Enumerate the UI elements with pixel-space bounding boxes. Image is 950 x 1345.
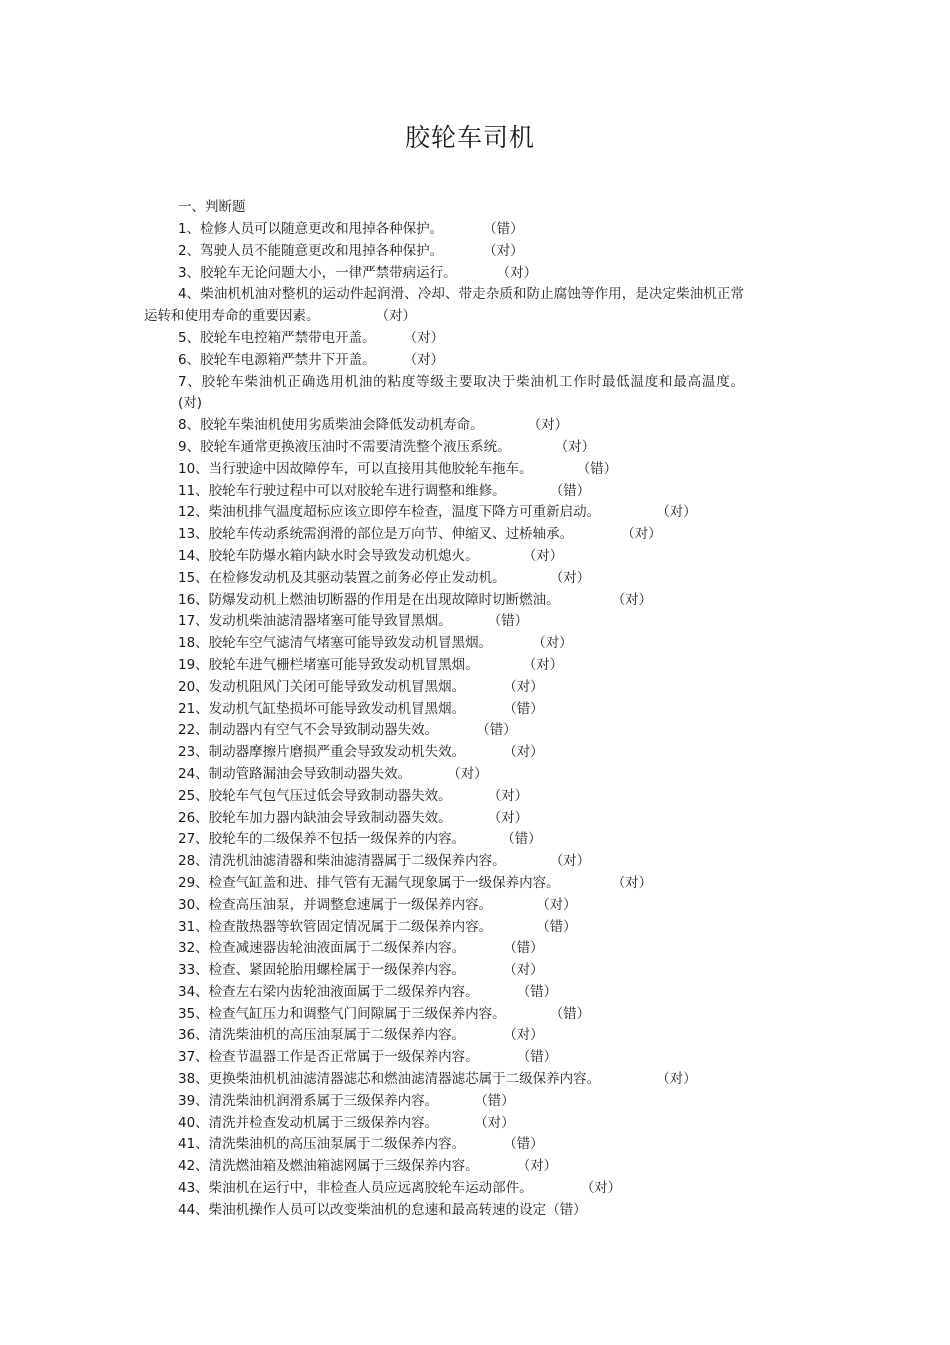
question-answer: （错） <box>474 1092 515 1109</box>
question-text: 14、胶轮车防爆水箱内缺水时会导致发动机熄火。 <box>178 547 479 564</box>
question-answer: （对） <box>554 438 596 455</box>
question-text: 33、检查、紧固轮胎用螺栓属于一级保养内容。 <box>178 962 466 979</box>
question-text: 44、柴油机操作人员可以改变柴油机的怠速和最高转速的设定 <box>178 1201 547 1218</box>
question-text: 25、胶轮车气包气压过低会导致制动器失效。 <box>178 787 452 804</box>
question-text: 40、清洗并检查发动机属于三级保养内容。 <box>178 1114 439 1131</box>
question-item <box>144 982 744 1004</box>
question-text: 36、清洗柴油机的高压油泵属于二级保养内容。 <box>178 1027 466 1044</box>
question-text: 41、清洗柴油机的高压油泵属于二级保养内容。 <box>178 1136 466 1153</box>
question-text: 17、发动机柴油滤清器堵塞可能导致冒黑烟。 <box>178 613 452 630</box>
question-item <box>144 786 744 808</box>
question-answer: （对） <box>403 329 445 346</box>
question-list <box>144 219 744 1222</box>
question-answer: （对） <box>549 853 591 870</box>
question-item <box>144 851 744 873</box>
question-answer: （对） <box>580 1180 622 1197</box>
document-title: 胶轮车司机 <box>404 123 535 152</box>
question-item <box>144 459 744 481</box>
question-answer: （错） <box>503 700 544 717</box>
question-answer: （对） <box>549 569 591 586</box>
question-item <box>144 938 744 960</box>
question-text: 38、更换柴油机机油滤清器滤芯和燃油滤清器滤芯属于二级保养内容。 <box>178 1071 601 1088</box>
question-answer: （对） <box>516 1158 558 1175</box>
question-item <box>144 1004 744 1026</box>
question-item <box>144 917 744 939</box>
question-answer: （对） <box>403 351 445 368</box>
question-answer: （对） <box>536 896 577 913</box>
question-text: 15、在检修发动机及其驱动装置之前务必停止发动机。 <box>178 569 506 586</box>
question-text: 5、胶轮车电控箱严禁带电开盖。 <box>178 329 376 346</box>
question-text: 23、制动器摩擦片磨损严重会导致发动机失效。 <box>178 744 466 761</box>
question-item <box>144 677 744 699</box>
question-item <box>144 808 744 830</box>
question-item <box>144 372 744 416</box>
question-item <box>144 1025 744 1047</box>
question-text: 6、胶轮车电源箱严禁井下开盖。 <box>178 351 376 368</box>
question-item <box>144 1134 744 1156</box>
question-text: 42、清洗燃油箱及燃油箱滤网属于三级保养内容。 <box>178 1158 479 1175</box>
question-answer: （对） <box>532 635 573 652</box>
question-item <box>144 1069 744 1091</box>
question-text: 3、胶轮车无论问题大小，一律严禁带病运行。 <box>178 264 457 281</box>
question-answer: （对） <box>527 417 569 434</box>
question-item <box>144 263 744 285</box>
question-answer: （错） <box>516 1049 558 1066</box>
question-text: 37、检查节温器工作是否正常属于一级保养内容。 <box>178 1049 479 1066</box>
question-text: 12、柴油机排气温度超标应该立即停车检查，温度下降方可重新启动。 <box>178 504 601 521</box>
question-item <box>144 502 744 524</box>
question-answer: （错） <box>576 460 618 477</box>
question-answer: （对） <box>503 962 544 979</box>
question-text: 29、检查气缸盖和进、排气管有无漏气现象属于一级保养内容。 <box>178 874 560 891</box>
question-item <box>144 219 744 241</box>
question-text: 8、胶轮车柴油机使用劣质柴油会降低发动机寿命。 <box>178 417 484 434</box>
question-item <box>144 1091 744 1113</box>
question-text: 26、胶轮车加力器内缺油会导致制动器失效。 <box>178 809 452 826</box>
question-item <box>144 1113 744 1135</box>
question-text: 16、防爆发动机上燃油切断器的作用是在出现故障时切断燃油。 <box>178 591 560 608</box>
question-answer: （对） <box>503 678 544 695</box>
question-text: 13、胶轮车传动系统需润滑的部位是万向节、伸缩叉、过桥轴承。 <box>178 526 574 543</box>
question-item <box>144 699 744 721</box>
question-answer: （对） <box>474 1114 515 1131</box>
question-text: 1、检修人员可以随意更改和甩掉各种保护。 <box>178 221 444 237</box>
question-item <box>144 611 744 633</box>
question-text: 19、胶轮车进气栅栏堵塞可能导致发动机冒黑烟。 <box>178 656 479 673</box>
question-item <box>144 1047 744 1069</box>
question-answer: （对） <box>656 1071 697 1088</box>
question-text: 30、检查高压油泵，并调整怠速属于一级保养内容。 <box>178 896 493 913</box>
question-answer: （错） <box>487 613 529 630</box>
question-answer: (对) <box>178 395 203 412</box>
question-text: 35、检查气缸压力和调整气门间隙属于三级保养内容。 <box>178 1005 506 1022</box>
question-text: 43、柴油机在运行中，非检查人员应远离胶轮车运动部件。 <box>178 1180 533 1197</box>
question-text: 31、检查散热器等软管固定情况属于二级保养内容。 <box>178 918 493 935</box>
question-answer: （错） <box>483 221 524 237</box>
question-text: 9、胶轮车通常更换液压油时不需要清洗整个液压系统。 <box>178 438 511 455</box>
question-item <box>144 895 744 917</box>
question-text: 27、胶轮车的二级保养不包括一级保养的内容。 <box>178 831 466 848</box>
question-item <box>144 720 744 742</box>
question-answer: （错） <box>503 1136 544 1153</box>
question-text: 21、发动机气缸垫损坏可能导致发动机冒黑烟。 <box>178 700 466 717</box>
question-item <box>144 742 744 764</box>
question-answer: （错） <box>501 831 542 848</box>
question-item <box>144 1200 744 1222</box>
question-text: 28、清洗机油滤清器和柴油滤清器属于二级保养内容。 <box>178 853 506 870</box>
question-text: 18、胶轮车空气滤清气堵塞可能导致发动机冒黑烟。 <box>178 635 493 652</box>
question-answer: （对） <box>447 765 488 782</box>
question-item <box>144 241 744 263</box>
question-answer: （对） <box>483 242 524 259</box>
question-answer: （对） <box>611 591 653 608</box>
question-answer: （错） <box>476 722 517 739</box>
question-text: 32、检查减速器齿轮油液面属于二级保养内容。 <box>178 940 466 957</box>
question-answer: （对） <box>487 787 529 804</box>
question-item <box>144 437 744 459</box>
question-answer: （错） <box>536 918 577 935</box>
question-text: 7、胶轮车柴油机正确选用机油的粘度等级主要取决于柴油机工作时最低温度和最高温度。 <box>178 373 744 390</box>
question-text: 11、胶轮车行驶过程中可以对胶轮车进行调整和维修。 <box>178 482 506 499</box>
question-answer: （错） <box>516 983 558 1000</box>
question-item <box>144 1156 744 1178</box>
question-text: 20、发动机阻风门关闭可能导致发动机冒黑烟。 <box>178 678 466 695</box>
question-text: 22、制动器内有空气不会导致制动器失效。 <box>178 722 439 739</box>
question-answer: （对） <box>522 547 564 564</box>
question-item <box>144 829 744 851</box>
question-item <box>144 960 744 982</box>
question-text: 34、检查左右梁内齿轮油液面属于二级保养内容。 <box>178 983 479 1000</box>
question-item <box>144 873 744 895</box>
question-item <box>144 415 744 437</box>
question-answer: （错） <box>549 482 591 499</box>
question-item <box>144 568 744 590</box>
question-answer: （错） <box>546 1201 587 1218</box>
question-item <box>144 284 744 328</box>
question-answer: （对） <box>503 1027 544 1044</box>
question-answer: （对） <box>503 744 544 761</box>
question-item <box>144 764 744 786</box>
question-item <box>144 328 744 350</box>
question-text: 24、制动管路漏油会导致制动器失效。 <box>178 765 412 782</box>
question-item <box>144 1178 744 1200</box>
section-heading: 一、判断题 <box>178 199 246 215</box>
question-text: 10、当行驶途中因故障停车，可以直接用其他胶轮车拖车。 <box>178 460 533 477</box>
question-text: 2、驾驶人员不能随意更改和甩掉各种保护。 <box>178 242 444 259</box>
question-answer: （对） <box>496 264 538 281</box>
question-answer: （对） <box>656 504 697 521</box>
question-text: 39、清洗柴油机润滑系属于三级保养内容。 <box>178 1092 439 1109</box>
question-answer: （对） <box>611 874 653 891</box>
question-item <box>144 655 744 677</box>
question-item <box>144 481 744 503</box>
question-item <box>144 633 744 655</box>
question-answer: （对） <box>375 308 416 325</box>
question-answer: （对） <box>487 809 529 826</box>
question-item <box>144 546 744 568</box>
question-answer: （对） <box>522 656 564 673</box>
question-text: 4、柴油机机油对整机的运动件起润滑、冷却、带走杂质和防止腐蚀等作用，是决定柴油机正常运转和使用寿命的重要因素。 <box>144 286 744 325</box>
question-answer: （对） <box>621 526 662 543</box>
question-answer: （错） <box>549 1005 591 1022</box>
question-item <box>144 350 744 372</box>
question-answer: （错） <box>503 940 544 957</box>
question-item <box>144 590 744 612</box>
question-item <box>144 524 744 546</box>
